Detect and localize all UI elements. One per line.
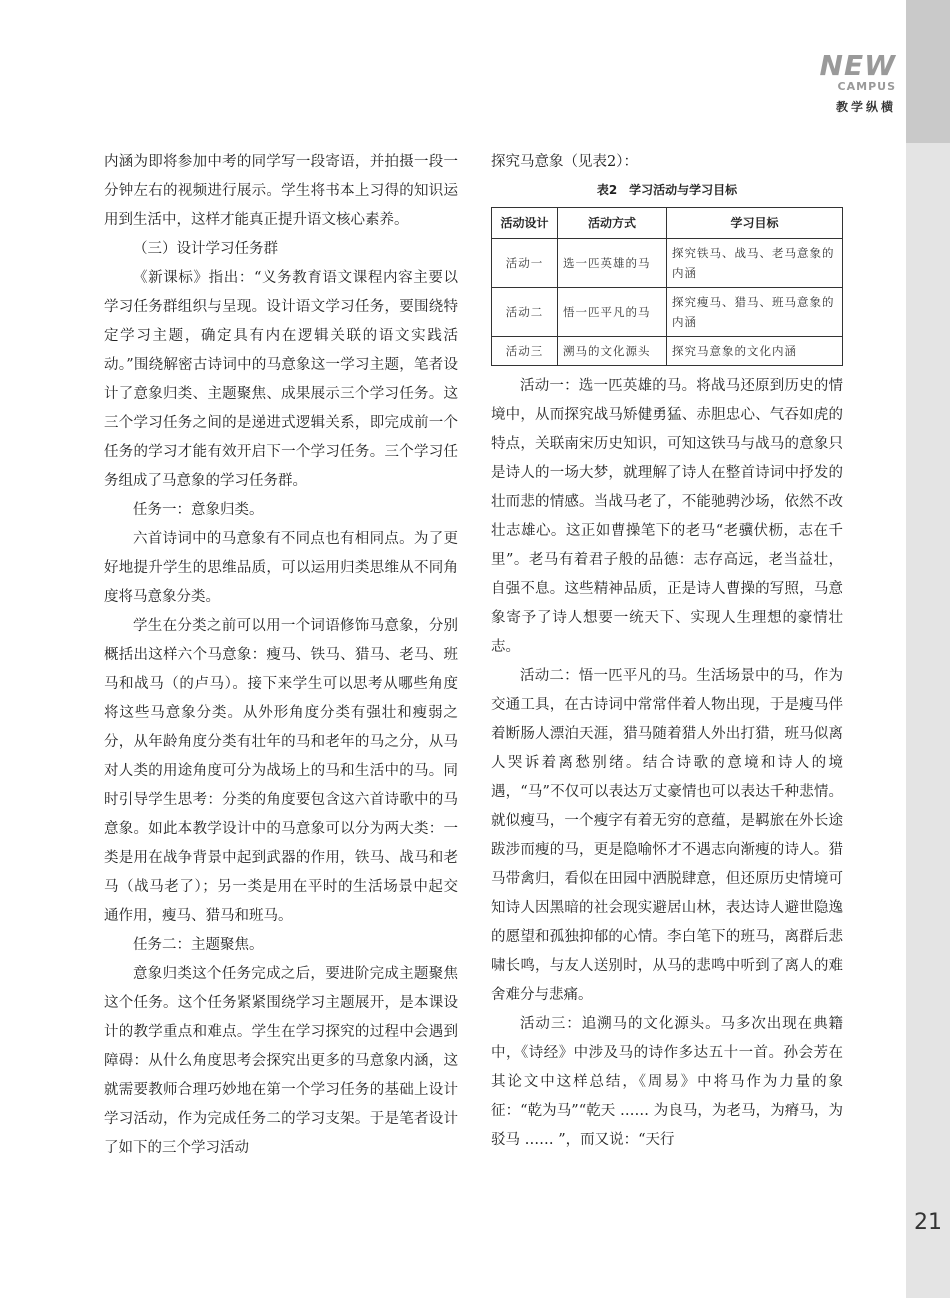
side-band: [906, 0, 950, 1298]
table-row: [492, 337, 843, 366]
table-header-row: [492, 208, 843, 239]
paragraph: 六首诗词中的马意象有不同点也有相同点。为了更好地提升学生的思维品质，可以运用归类思维从不同角度将马意象分类。: [104, 531, 458, 605]
table-caption: 表2 学习活动与学习目标: [596, 183, 738, 197]
table-header: 活动设计: [492, 208, 558, 239]
right-column: [491, 148, 843, 1155]
column-title: 教学纵横: [835, 100, 896, 114]
table-header: 活动方式: [558, 208, 667, 239]
table-cell: 探究瘦马、猎马、班马意象的内涵: [667, 288, 843, 337]
brand-new: NEW: [819, 49, 896, 82]
section-heading: （三）设计学习任务群: [133, 241, 278, 257]
table-cell: 活动二: [492, 288, 558, 337]
left-column: [104, 148, 458, 1163]
page-number: 21: [914, 1210, 942, 1235]
paragraph: 意象归类这个任务完成之后，要进阶完成主题聚焦这个任务。这个任务紧紧围绕学习主题展开，是本课设计的教学重点和难点。学生在学习探究的过程中会遇到障碍：从什么角度思考会探究出更多的马意象内涵，这就需要教师合理巧妙地在第一个学习任务的基础上设计学习活动，作为完成任务二的学习支架。于是笔者设计了如下的三个学习活动: [104, 966, 458, 1156]
table-row: [492, 288, 843, 337]
table-cell: 探究马意象的文化内涵: [667, 337, 843, 366]
task-heading: 任务二：主题聚焦。: [133, 937, 264, 953]
table-cell: 悟一匹平凡的马: [558, 288, 667, 337]
task-heading: 任务一：意象归类。: [133, 502, 264, 518]
paragraph: 内涵为即将参加中考的同学写一段寄语，并拍摄一段一分钟左右的视频进行展示。学生将书本上习得的知识运用到生活中，这样才能真正提升语文核心素养。: [104, 154, 458, 228]
table-cell: 溯马的文化源头: [558, 337, 667, 366]
paragraph: 《新课标》指出：“义务教育语文课程内容主要以学习任务群组织与呈现。设计语文学习任务，要围绕特定学习主题，确定具有内在逻辑关联的语文实践活动。”围绕解密古诗词中的马意象这一学习主题，笔者设计了意象归类、主题聚焦、成果展示三个学习任务。这三个学习任务之间的是递进式逻辑关系，即完成前一个任务的学习才能有效开启下一个学习任务。三个学习任务组成了马意象的学习任务群。: [104, 270, 458, 489]
paragraph: 学生在分类之前可以用一个词语修饰马意象，分别概括出这样六个马意象：瘦马、铁马、猎马、老马、班马和战马（的卢马）。接下来学生可以思考从哪些角度将这些马意象分类。从外形角度分类有强壮和瘦弱之分，从年龄角度分类有壮年的马和老年的马之分，从马对人类的用途角度可分为战场上的马和生活中的马。同时引导学生思考：分类的角度要包含这六首诗歌中的马意象。如此本教学设计中的马意象可以分为两大类：一类是用在战争背景中起到武器的作用，铁马、战马和老马（战马老了）；另一类是用在平时的生活场景中起交通作用，瘦马、猎马和班马。: [104, 618, 458, 924]
table-header: 学习目标: [667, 208, 843, 239]
table-cell: 活动三: [492, 337, 558, 366]
brand-campus: CAMPUS: [837, 80, 896, 93]
table-cell: 选一匹英雄的马: [558, 239, 667, 288]
paragraph: 活动二：悟一匹平凡的马。生活场景中的马，作为交通工具，在古诗词中常常伴着人物出现，于是瘦马伴着断肠人漂泊天涯，猎马随着猎人外出打猎，班马似离人哭诉着离愁别绪。结合诗歌的意境和诗人的境遇，“马”不仅可以表达万丈豪情也可以表达千种悲情。就似瘦马，一个瘦字有着无穷的意蕴，是羁旅在外长途跋涉而瘦的马，更是隐喻怀才不遇志向渐瘦的诗人。猎马带禽归，看似在田园中洒脱肆意，但还原历史情境可知诗人因黑暗的社会现实避居山林，表达诗人避世隐逸的愿望和孤独抑郁的心情。李白笔下的班马，离群后悲啸长鸣，与友人送别时，从马的悲鸣中听到了离人的难舍难分与悲痛。: [491, 668, 843, 1003]
activity-table: [491, 207, 843, 366]
table-cell: 活动一: [492, 239, 558, 288]
side-band-tab: [906, 0, 950, 143]
paragraph: 探究马意象（见表2）：: [491, 154, 638, 170]
paragraph: 活动三：追溯马的文化源头。马多次出现在典籍中，《诗经》中涉及马的诗作多达五十一首。孙会芳在其论文中这样总结，《周易》中将马作为力量的象征：“乾为马”“乾天 …… 为良马，为老马，为瘠马，为驳马 …… ”，而又说：“天行: [491, 1016, 843, 1148]
paragraph: 活动一：选一匹英雄的马。将战马还原到历史的情境中，从而探究战马矫健勇猛、赤胆忠心、气吞如虎的特点，关联南宋历史知识，可知这铁马与战马的意象只是诗人的一场大梦，就理解了诗人在整首诗词中抒发的壮而悲的情感。当战马老了，不能驰骋沙场，依然不改壮志雄心。这正如曹操笔下的老马“老骥伏枥，志在千里”。老马有着君子般的品德：志存高远，老当益壮，自强不息。这些精神品质，正是诗人曹操的写照，马意象寄予了诗人想要一统天下、实现人生理想的豪情壮志。: [491, 378, 843, 655]
table-cell: 探究铁马、战马、老马意象的内涵: [667, 239, 843, 288]
table-row: [492, 239, 843, 288]
magazine-brand: [819, 49, 896, 117]
